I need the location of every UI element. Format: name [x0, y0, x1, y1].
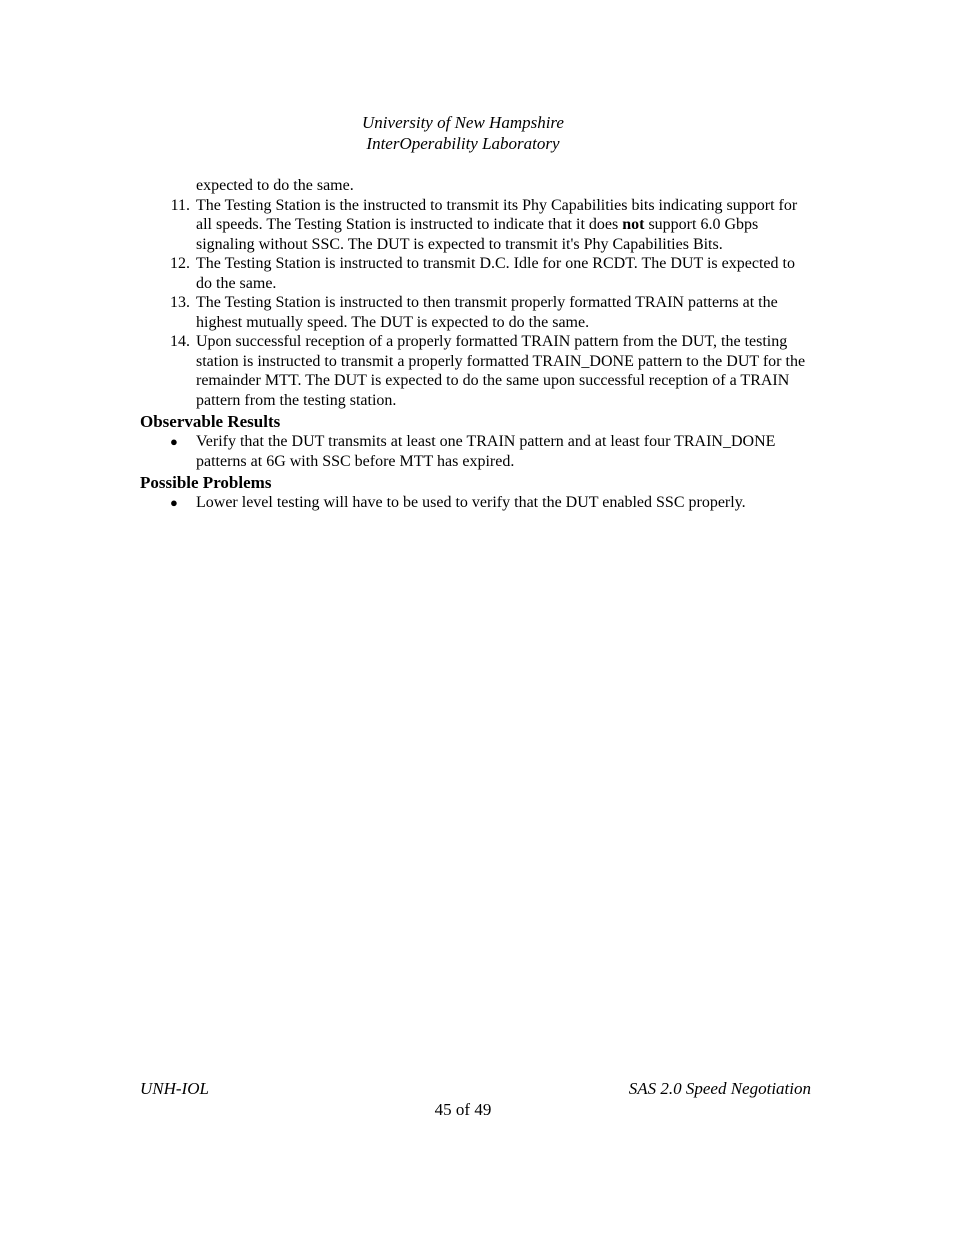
bullet-icon: ●	[170, 434, 178, 449]
bullet-text: Verify that the DUT transmits at least one TRAIN pattern and at least four TRAIN_DONE patterns at 6G with SSC before MTT has expired.	[196, 433, 776, 470]
bullet-icon: ●	[170, 495, 178, 510]
possible-problems-heading: Possible Problems	[140, 473, 272, 492]
header-lab: InterOperability Laboratory	[366, 134, 560, 153]
document-body	[140, 176, 810, 513]
possible-problems-bullet	[140, 493, 810, 513]
step-number: 14.	[170, 333, 190, 350]
step-text: The Testing Station is instructed to then transmit properly formatted TRAIN patterns at the highest mutually speed. The DUT is expected to do the same.	[196, 294, 778, 331]
continuation-text: expected to do the same.	[196, 177, 354, 194]
procedure-step-11	[140, 196, 810, 255]
step-text: The Testing Station is instructed to transmit D.C. Idle for one RCDT. The DUT is expected to do the same.	[196, 255, 795, 292]
bullet-text: Lower level testing will have to be used to verify that the DUT enabled SSC properly.	[196, 494, 746, 511]
header-institution: University of New Hampshire	[362, 113, 564, 132]
procedure-step-13	[140, 293, 810, 332]
step-text: Upon successful reception of a properly formatted TRAIN pattern from the DUT, the testing station is instructed to transmit a properly formatted TRAIN_DONE pattern to the DUT for the remainder MTT. The DUT is expected to do the same upon successful reception of a TRAIN pattern from the testing station.	[196, 333, 806, 409]
step-text-bold: not	[622, 216, 645, 233]
step-text	[196, 196, 810, 255]
observable-results-heading: Observable Results	[140, 412, 281, 431]
step-text-part: The Testing Station is the instructed to transmit its Phy Capabilities bits indicating support for all speeds. The Testing Station is instructed to indicate that it does	[196, 196, 798, 233]
procedure-step-12	[140, 254, 810, 293]
step-number: 11.	[170, 196, 190, 214]
footer-org: UNH-IOL	[140, 1079, 209, 1098]
footer-doc-title: SAS 2.0 Speed Negotiation	[628, 1079, 811, 1098]
procedure-list	[140, 196, 810, 411]
page-header	[0, 112, 926, 154]
step-number: 13.	[170, 294, 190, 311]
observable-results-bullet	[140, 432, 810, 471]
step-number: 12.	[170, 255, 190, 272]
procedure-step-14	[140, 332, 810, 410]
page-number: 45 of 49	[434, 1100, 492, 1119]
step-text-part: support 6.0 Gbps signaling without SSC. The DUT is expected to transmit it's Phy Capabilities Bits.	[196, 216, 759, 253]
